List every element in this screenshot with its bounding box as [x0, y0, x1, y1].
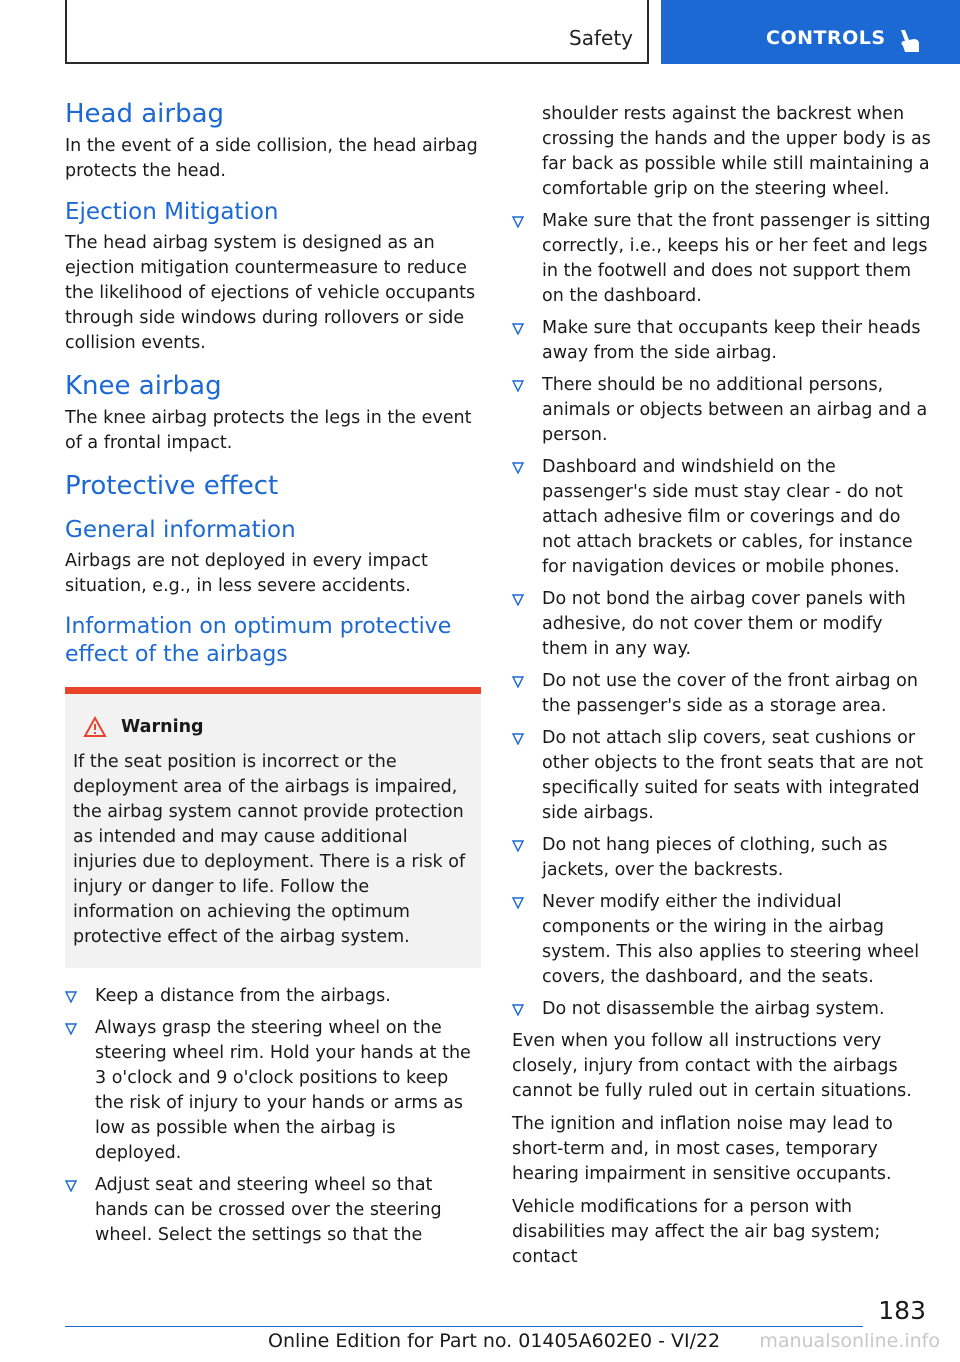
section-title: Safety [569, 26, 633, 50]
triangle-bullet-icon [512, 594, 524, 606]
footer-divider [65, 1326, 863, 1327]
triangle-bullet-icon [512, 676, 524, 688]
triangle-bullet-icon [512, 840, 524, 852]
optimum-protective-heading: Information on optimum protective effect of the airbags [65, 614, 452, 667]
list-item: Adjust seat and steering wheel so that hands can be crossed over the steering wheel. Select the settings so that the [65, 1173, 481, 1248]
list-item: Dashboard and windshield on the passenger's side must stay clear - do not attach adhesive film or coverings and do not attach brackets or cables, for instance for navigation devices or mobile phones. [512, 455, 932, 580]
head-airbag-text: In the event of a side collision, the head airbag protects the head. [65, 136, 478, 181]
triangle-bullet-icon [512, 897, 524, 909]
triangle-bullet-icon [512, 380, 524, 392]
paragraph-modifications: Vehicle modifications for a person with disabilities may affect the air bag system; contact [512, 1197, 881, 1267]
list-item: Do not bond the airbag cover panels with adhesive, do not cover them or modify them in any way. [512, 587, 932, 662]
triangle-bullet-icon [512, 216, 524, 228]
watermark: manualsonline.info [759, 1330, 940, 1352]
knee-airbag-text: The knee airbag protects the legs in the event of a frontal impact. [65, 408, 472, 453]
triangle-bullet-icon [512, 323, 524, 335]
protective-effect-heading: Protective effect [65, 471, 279, 501]
left-column [65, 98, 481, 1255]
general-information-heading: General information [65, 517, 296, 543]
paragraph-contact-injury: Even when you follow all instructions very closely, injury from contact with the airbags cannot be fully ruled out in certain situations. [512, 1031, 912, 1101]
warning-title-label: Warning [121, 717, 204, 737]
list-item: Make sure that the front passenger is sitting correctly, i.e., keeps his or her feet and legs in the footwell and does not support them on the dashboard. [512, 209, 932, 309]
right-column [512, 102, 932, 1284]
list-item: Do not use the cover of the front airbag on the passenger's side as a storage area. [512, 669, 932, 719]
triangle-bullet-icon [65, 1180, 77, 1192]
edition-text: Online Edition for Part no. 01405A602E0 - VI/22 [268, 1330, 721, 1352]
warning-box [65, 687, 481, 968]
right-bullet-list [512, 209, 932, 1022]
page-number: 183 [878, 1296, 926, 1325]
knee-airbag-heading: Knee airbag [65, 371, 222, 401]
list-item: Do not disassemble the airbag system. [512, 997, 932, 1022]
head-airbag-heading: Head airbag [65, 99, 225, 129]
triangle-bullet-icon [512, 1004, 524, 1016]
list-item: Keep a distance from the airbags. [65, 984, 481, 1009]
paragraph-noise: The ignition and inflation noise may lead to short-term and, in most cases, temporary hearing impairment in sensitive occupants. [512, 1114, 893, 1184]
list-item: Do not attach slip covers, seat cushions or other objects to the front seats that are not specifically suited for seats with integrated side airbags. [512, 726, 932, 826]
list-item: Make sure that occupants keep their heads away from the side airbag. [512, 316, 932, 366]
ejection-mitigation-text: The head airbag system is designed as an ejection mitigation countermeasure to reduce the likelihood of ejections of vehicle occupants through side windows during rollovers or side collision events. [65, 233, 476, 353]
left-bullet-list [65, 984, 481, 1248]
triangle-bullet-icon [512, 462, 524, 474]
triangle-bullet-icon [65, 1023, 77, 1035]
controls-label: CONTROLS [766, 27, 886, 49]
warning-title [73, 716, 473, 738]
list-item: There should be no additional persons, animals or objects between an airbag and a person. [512, 373, 932, 448]
header-section-tab [65, 0, 649, 64]
header-controls-tab [661, 0, 960, 64]
list-item: Never modify either the individual components or the wiring in the airbag system. This also applies to steering wheel covers, the dashboard, and the seats. [512, 890, 932, 990]
triangle-bullet-icon [65, 991, 77, 1003]
triangle-bullet-icon [512, 733, 524, 745]
bullet-continuation: shoulder rests against the backrest when crossing the hands and the upper body is as far back as possible while still maintaining a comfortable grip on the steering wheel. [542, 104, 931, 199]
general-information-text: Airbags are not deployed in every impact situation, e.g., in less severe accidents. [65, 551, 428, 596]
ejection-mitigation-heading: Ejection Mitigation [65, 199, 279, 225]
list-item: Do not hang pieces of clothing, such as jackets, over the backrests. [512, 833, 932, 883]
warning-text: If the seat position is incorrect or the deployment area of the airbags is impaired, the airbag system cannot provide protection as intended and may cause additional injuries due to deployment. There is a risk of injury or danger to life. Follow the information on achieving the optimum protective effect of the airbag system. [73, 752, 466, 947]
warning-triangle-icon [83, 716, 107, 738]
pointing-hand-icon [895, 26, 923, 54]
list-item: Always grasp the steering wheel on the steering wheel rim. Hold your hands at the 3 o'clock and 9 o'clock positions to keep the risk of injury to your hands or arms as low as possible when the airbag is deployed. [65, 1016, 481, 1166]
